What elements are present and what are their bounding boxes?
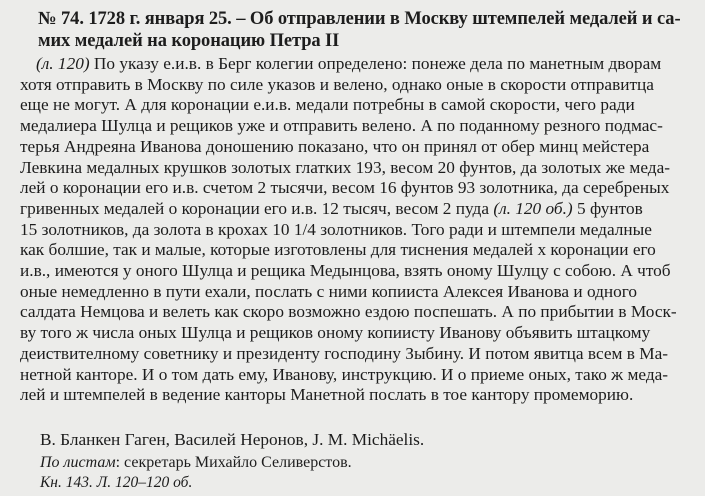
body-line: терья Андреяна Иванова доношению показано, что он принял от обер минц мейстера	[20, 136, 650, 156]
archive-reference: Кн. 143. Л. 120–120 об.	[40, 474, 193, 491]
signatures: В. Бланкен Гаген, Василей Неронов, J. M. Michäelis.	[40, 430, 425, 449]
body-line: ву того ж числа оных Шулца и рещиков оному копиисту Иванову объявить штацкому	[20, 323, 651, 343]
body-line: оные немедленно в пути ехали, послать с ними копииста Алексея Иванова и одного	[20, 281, 638, 301]
body-line: гривенных медалей о коронации его и.в. 12 тысяч, весом 2 пуда (л. 120 об.) 5 фунтов	[20, 198, 643, 218]
body-line: 15 золотников, да золота в крохах 10 1/4 золотников. Того ради и штемпели медалные	[20, 219, 652, 239]
body-line: как болшие, так и малые, которые изготовлены для тиснения медалей х коронации его	[20, 240, 656, 260]
body-line: медалиера Шулца и рещиков уже и отправить велено. А по поданному резного подмас-	[20, 116, 663, 136]
body-line: еще не могут. А для коронации е.и.в. медали потребны в самой скорости, чего ради	[20, 95, 635, 115]
body-line: лей и штемпелей в ведение канторы Манетной послать в тое кантору промеморию.	[20, 385, 634, 405]
heading-line-2: мих медалей на коронацию Петра II	[38, 31, 340, 51]
secretary-note	[40, 453, 352, 473]
body-line: и.в., имеются у оного Шулца и рещика Медынцова, взять оному Шулцу с собою. А чтоб	[20, 261, 671, 281]
body-line: нетной канторе. И о том дать ему, Иванову, инструкцию. И о приеме оных, тако ж медa-	[20, 364, 669, 384]
document-heading	[38, 8, 698, 52]
secretary-label: По листам	[40, 454, 116, 471]
secretary-text: : секретарь Михайло Селиверстов.	[115, 454, 352, 471]
body-line: лей о коронации его и.в. счетом 2 тысячи, весом 16 фунтов 93 золотника, да серебреных	[20, 178, 670, 198]
body-line: хотя отправить в Москву по силе указов и велено, однако оные в скорости отправитца	[20, 74, 654, 94]
page-reference: (л. 120 об.)	[493, 198, 573, 218]
heading-line-1: № 74. 1728 г. января 25. – Об отправлении в Москву штемпелей медалей и са-	[38, 9, 681, 29]
document-body	[20, 54, 698, 406]
body-line: деиствителному советнику и президенту господину Зыбину. И потом явитца всем в Ма-	[20, 343, 669, 363]
body-line: Левкина медалных крушков золотых глатких 193, весом 20 фунтов, да золотых же медa-	[20, 157, 671, 177]
body-line: салдата Немцова и велеть как скоро возможно ездою поспешать. А по прибытии в Моск-	[20, 302, 677, 322]
body-line: (л. 120) По указу е.и.в. в Берг колегии определено: понеже дела по манетным дворам	[36, 54, 662, 73]
page-reference: (л. 120)	[36, 54, 90, 73]
